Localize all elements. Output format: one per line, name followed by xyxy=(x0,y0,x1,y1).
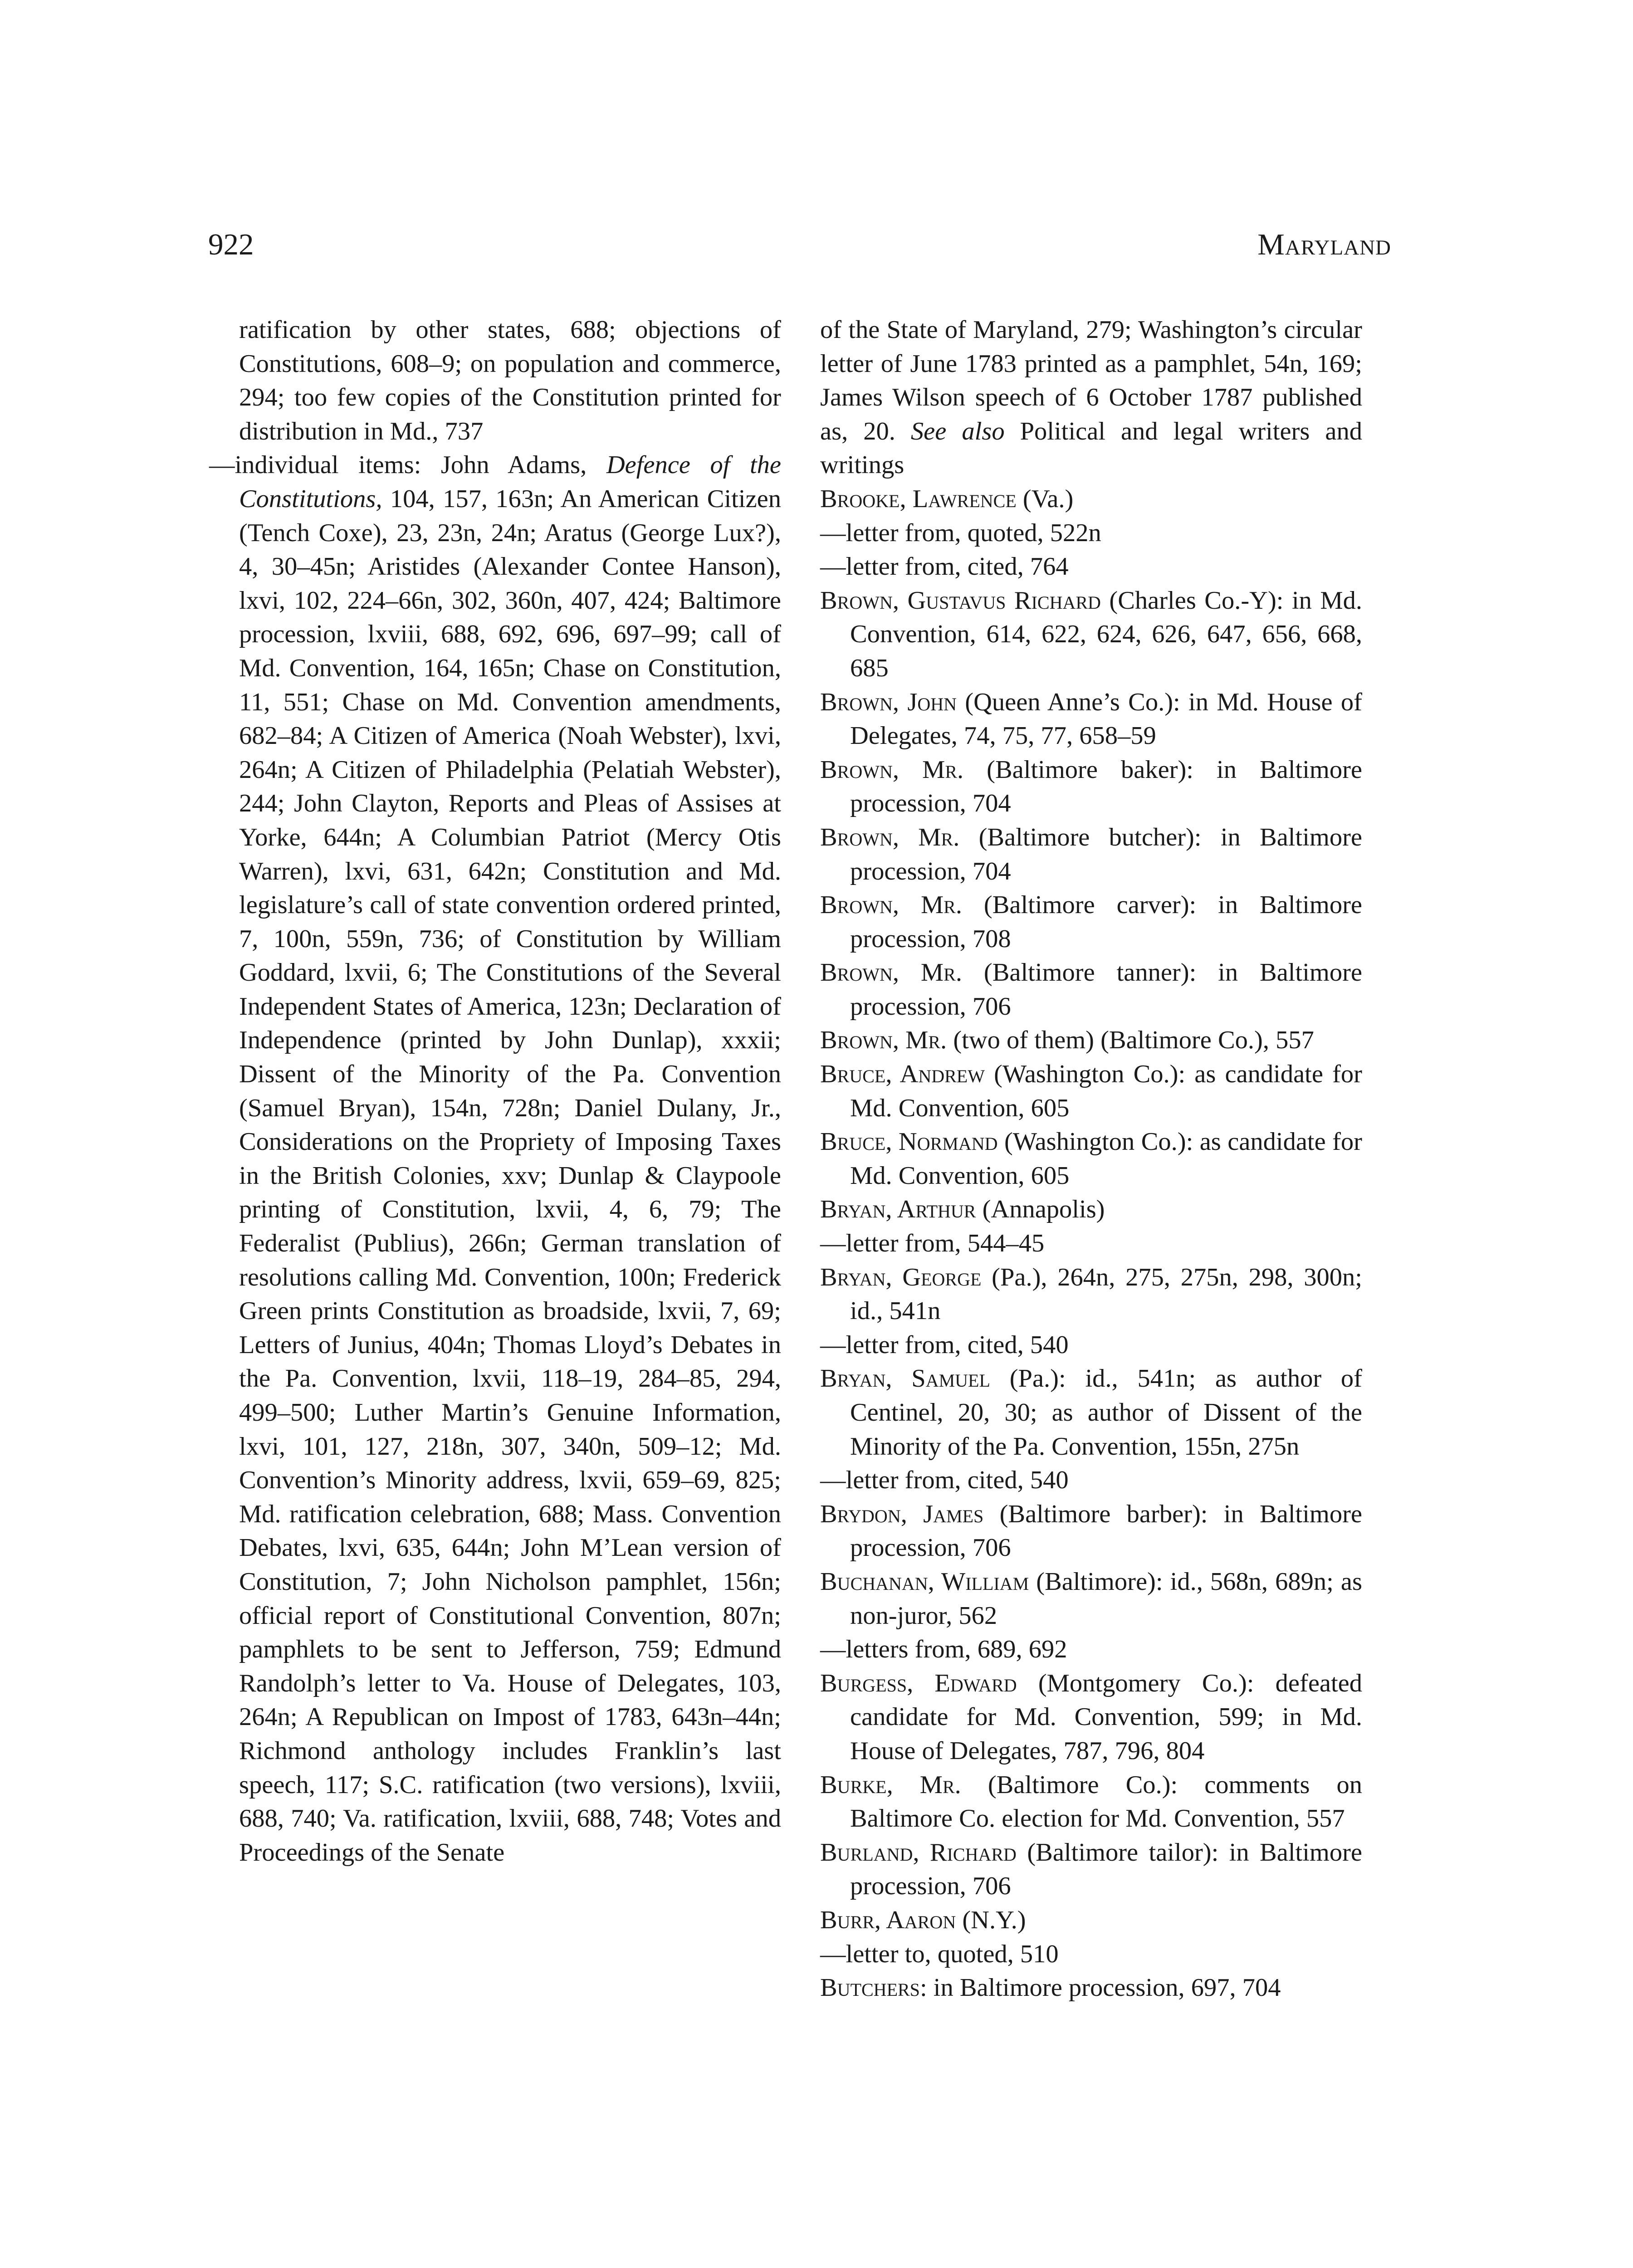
sub-entry: —letter from, cited, 540 xyxy=(820,1330,1069,1359)
index-entry xyxy=(820,821,1362,888)
entry-name: Brydon, James xyxy=(820,1500,984,1528)
index-entry xyxy=(820,1565,1362,1633)
index-entry xyxy=(820,1903,1362,1937)
entry-name: Bryan, Samuel xyxy=(820,1364,990,1393)
index-entry xyxy=(820,584,1362,685)
index-entry xyxy=(820,1836,1362,1903)
entry-text: (two of them) (Baltimore Co.), 557 xyxy=(947,1026,1314,1055)
individual-items-text: 104, 157, 163n; An American Citizen (Tench Coxe), 23, 23n, 24n; Aratus (George Lux?), 4, 30–45n; Aristides (Alexander Contee Hanson), lxvi, 102, 224–66n, 302, 360n, 407, 424; Baltimore procession, lxviii, 688, 692, 696, 697–99; call of Md. Convention, 164, 165n; Chase on Constitution, 11, 551; Chase on Md. Convention amendments, 682–84; A Citizen of America (Noah Webster), lxvi, 264n; A Citizen of Philadelphia (Pelatiah Webster), 244; John Clayton, Reports and Pleas of Assises at Yorke, 644n; A Columbian Patriot (Mercy Otis Warren), lxvi, 631, 642n; Constitution and Md. legislature’s call of state convention ordered printed, 7, 100n, 559n, 736; of Constitution by William Goddard, lxvii, 6; The Constitutions of the Several Independent States of America, 123n; Declaration of Independence (printed by John Dunlap), xxxii; Dissent of the Minority of the Pa. Convention (Samuel Bryan), 154n, 728n; Daniel Dulany, Jr., Considerations on the Propriety of Imposing Taxes in the British Colonies, xxv; Dunlap & Claypoole printing of Constitution, lxvii, 4, 6, 79; The Federalist (Publius), 266n; German translation of resolutions calling Md. Convention, 100n; Frederick Green prints Constitution as broadside, lxvii, 7, 69; Letters of Junius, 404n; Thomas Lloyd’s Debates in the Pa. Convention, lxvii, 118–19, 284–85, 294, 499–500; Luther Martin’s Genuine Information, lxvi, 101, 127, 218n, 307, 340n, 509–12; Md. Convention’s Minority address, lxvii, 659–69, 825; Md. ratification celebration, 688; Mass. Convention Debates, lxvi, 635, 644n; John M’Lean version of Constitution, 7; John Nicholson pamphlet, 156n; official report of Constitutional Convention, 807n; pamphlets to be sent to Jefferson, 759; Edmund Randolph’s letter to Va. House of Delegates, 103, 264n; A Republican on Impost of 1783, 643n–44n; Richmond anthology includes Franklin’s last speech, 117; S.C. ratification (two versions), lxviii, 688, 740; Va. ratification, lxviii, 688, 748; Votes and Proceedings of the Senate xyxy=(239,484,781,1867)
entry-text: : in Baltimore procession, 697, 704 xyxy=(919,1974,1281,2002)
entry-text: (Baltimore Co.): comments on Baltimore Co. election for Md. Convention, 557 xyxy=(850,1770,1362,1833)
defence-title: Defence of the Constitutions, xyxy=(239,451,781,513)
entry-text: (Baltimore baker): in Baltimore procession, 704 xyxy=(850,755,1362,818)
sub-entry: —letter from, cited, 540 xyxy=(820,1466,1069,1495)
continuation-text-right: of the State of Maryland, 279; Washington’s circular letter of June 1783 printed as a pamphlet, 54n, 169; James Wilson speech of 6 October 1787 published as, 20. xyxy=(820,316,1362,445)
entry-name: Bruce, Andrew xyxy=(820,1060,985,1089)
entry-name: Brown, Mr. xyxy=(820,891,962,919)
entry-name: Bryan, George xyxy=(820,1263,982,1291)
index-entry xyxy=(820,1125,1362,1193)
individual-items-intro: —individual items: John Adams, xyxy=(209,451,606,479)
index-entry xyxy=(820,1768,1362,1836)
index-entry xyxy=(820,1497,1362,1565)
index-entry xyxy=(820,685,1362,753)
entry-text: (Pa.): id., 541n; as author of Centinel, 20, 30; as author of Dissent of the Minority of the Pa. Convention, 155n, 275n xyxy=(850,1364,1362,1461)
entry-text: (Baltimore butcher): in Baltimore procession, 704 xyxy=(850,823,1362,885)
entry-name: Burke, Mr. xyxy=(820,1770,961,1799)
right-column xyxy=(820,313,1362,2005)
sub-entry: —letter from, cited, 764 xyxy=(820,552,1069,581)
entry-name: Brown, John xyxy=(820,688,957,716)
entry-name: Burr, Aaron xyxy=(820,1906,956,1934)
index-entry xyxy=(820,1261,1362,1328)
sub-entry: —letter to, quoted, 510 xyxy=(820,1940,1059,1968)
continuation-tail: Political and legal writers and writings xyxy=(820,417,1362,479)
entry-text: (Charles Co.-Y): in Md. Convention, 614, 622, 624, 626, 647, 656, 668, 685 xyxy=(850,586,1362,682)
index-entry xyxy=(820,888,1362,956)
index-entry xyxy=(820,753,1362,821)
sub-entry: —letters from, 689, 692 xyxy=(820,1635,1067,1664)
entry-text: (Queen Anne’s Co.): in Md. House of Delegates, 74, 75, 77, 658–59 xyxy=(850,688,1362,750)
entry-text: (Baltimore tailor): in Baltimore procession, 706 xyxy=(850,1838,1362,1901)
entry-text: (Va.) xyxy=(1016,484,1074,513)
running-title: Maryland xyxy=(1257,228,1391,261)
entry-name: Bruce, Normand xyxy=(820,1128,998,1156)
entry-text: (Washington Co.): as candidate for Md. Convention, 605 xyxy=(850,1060,1362,1122)
index-entry xyxy=(820,1057,1362,1125)
entry-name: Brown, Gustavus Richard xyxy=(820,586,1101,615)
index-entry xyxy=(820,1193,1362,1227)
entry-text: (N.Y.) xyxy=(956,1906,1026,1934)
entry-text: (Annapolis) xyxy=(976,1195,1105,1224)
entry-name: Brown, Mr. xyxy=(820,823,960,851)
entry-text: (Baltimore barber): in Baltimore procession, 706 xyxy=(850,1500,1363,1562)
entry-name: Brown, Mr. xyxy=(820,755,964,784)
entry-name: Brooke, Lawrence xyxy=(820,484,1017,513)
index-entry xyxy=(820,1362,1362,1463)
entry-text: (Baltimore carver): in Baltimore procession, 708 xyxy=(850,891,1363,953)
entry-name: Brown, Mr. xyxy=(820,1026,947,1055)
index-entry xyxy=(820,1667,1362,1768)
left-column xyxy=(209,313,781,1869)
index-entry xyxy=(820,1971,1362,2005)
individual-items-entry xyxy=(209,448,781,1869)
entry-name: Burland, Richard xyxy=(820,1838,1017,1867)
sub-entry: —letter from, 544–45 xyxy=(820,1229,1045,1258)
page-number: 922 xyxy=(208,228,254,261)
index-entry xyxy=(820,956,1362,1023)
index-entry xyxy=(820,1023,1362,1057)
entry-text: (Montgomery Co.): defeated candidate for Md. Convention, 599; in Md. House of Delegates, 787, 796, 804 xyxy=(850,1669,1362,1765)
continuation-paragraph: ratification by other states, 688; objections of Constitutions, 608–9; on population and commerce, 294; too few copies of the Constitution printed for distribution in Md., 737 xyxy=(239,316,781,445)
index-entry xyxy=(820,482,1362,516)
entry-name: Bryan, Arthur xyxy=(820,1195,976,1224)
entry-name: Burgess, Edward xyxy=(820,1669,1017,1697)
see-also-label: See also xyxy=(910,417,1005,445)
entry-text: (Baltimore): id., 568n, 689n; as non-juror, 562 xyxy=(850,1567,1362,1630)
entry-text: (Pa.), 264n, 275, 275n, 298, 300n; id., 541n xyxy=(850,1263,1362,1325)
sub-entry: —letter from, quoted, 522n xyxy=(820,518,1101,547)
entry-text: (Baltimore tanner): in Baltimore procession, 706 xyxy=(850,958,1362,1021)
continuation-paragraph-right xyxy=(820,313,1362,482)
entry-name: Butchers xyxy=(820,1974,920,2002)
entry-name: Buchanan, William xyxy=(820,1567,1029,1596)
entry-name: Brown, Mr. xyxy=(820,958,962,987)
entry-text: (Washington Co.): as candidate for Md. Convention, 605 xyxy=(850,1128,1362,1190)
